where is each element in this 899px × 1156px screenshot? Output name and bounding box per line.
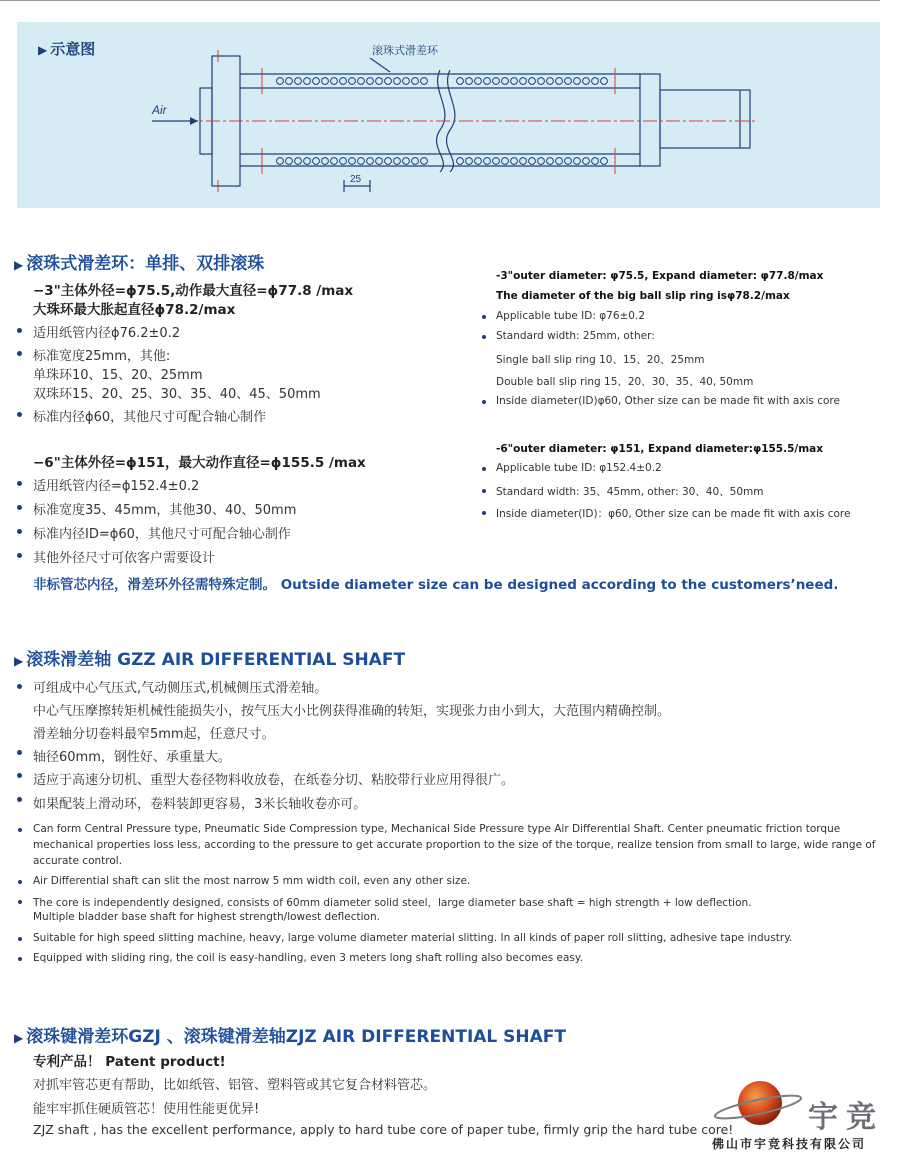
cn-item: 标准内径ID=ϕ60，其他尺寸可配合轴心制作 — [33, 527, 291, 542]
bullet-icon — [482, 467, 486, 471]
ball — [457, 158, 464, 165]
en-line: Air Differential shaft can slit the most narrow 5 mm width coil, even any other size. — [33, 875, 471, 887]
bullet-icon — [17, 750, 22, 755]
planet-logo-icon — [712, 1075, 808, 1135]
ball — [403, 158, 410, 165]
ball — [520, 78, 527, 85]
en-line: Multiple bladder base shaft for highest strength/lowest deflection. — [33, 911, 380, 923]
ball — [574, 78, 581, 85]
shaft-diagram — [140, 30, 760, 200]
en-item: Inside diameter(ID)：φ60, Other size can be made fit with axis core — [496, 508, 851, 520]
bullet-icon — [18, 937, 22, 941]
cn-item: 适用纸管内径=ϕ152.4±0.2 — [33, 479, 200, 494]
ball — [592, 78, 599, 85]
ball — [286, 158, 293, 165]
diagram-title — [38, 38, 95, 59]
cn-line: 轴径60mm，钢性好、承重量大。 — [33, 750, 231, 765]
bullet-icon — [17, 505, 22, 510]
cn-line: 可组成中心气压式,气动侧压式,机械侧压式滑差轴。 — [33, 681, 328, 696]
ball — [295, 78, 302, 85]
triangle-icon: ▶ — [38, 43, 48, 57]
ball — [520, 158, 527, 165]
ball — [340, 158, 347, 165]
ball — [556, 158, 563, 165]
ball — [511, 158, 518, 165]
ball — [394, 158, 401, 165]
bullet-icon — [18, 828, 22, 832]
section3-line: 能牢牢抓住硬质管芯！使用性能更优异! — [33, 1102, 260, 1117]
ball — [385, 158, 392, 165]
ball — [493, 78, 500, 85]
ball — [412, 78, 419, 85]
air-arrow-icon — [190, 117, 198, 125]
cn-spec6: −6"主体外径=ϕ151，最大动作直径=ϕ155.5 /max — [33, 455, 366, 471]
en-item: Applicable tube ID: φ76±0.2 — [496, 310, 646, 322]
en-line: Equipped with sliding ring, the coil is easy-handling, even 3 meters long shaft rolling also becomes easy. — [33, 952, 583, 964]
cn-spec3-line1: −3"主体外径=ϕ75.5,动作最大直径=ϕ77.8 /max — [33, 283, 354, 299]
ball — [322, 158, 329, 165]
bullet-icon — [482, 511, 486, 515]
ball — [484, 158, 491, 165]
en-item: Standard width: 35、45mm, other: 30、40、50mm — [496, 486, 764, 498]
pitch-label: 25 — [350, 174, 362, 185]
ball — [421, 78, 428, 85]
cn-item: 单珠环10、15、20、25mm — [33, 368, 203, 383]
cn-item: 其他外径尺寸可依客户需要设计 — [33, 551, 216, 566]
en-line: Can form Central Pressure type, Pneumatic Side Compression type, Mechanical Side Pressure type Air Differential Shaft. Center pneumatic friction torque — [33, 823, 841, 835]
en-item: Applicable tube ID: φ152.4±0.2 — [496, 462, 662, 474]
bullet-icon — [17, 797, 22, 802]
section3-line: 对抓牢管芯更有帮助，比如纸管、铝管、塑料管或其它复合材料管芯。 — [33, 1078, 437, 1093]
ball — [502, 78, 509, 85]
ball — [394, 78, 401, 85]
en-line: accurate control. — [33, 855, 123, 867]
bullet-icon — [18, 957, 22, 961]
bullet-icon — [482, 400, 486, 404]
ball — [295, 158, 302, 165]
ball — [547, 158, 554, 165]
section3-line: ZJZ shaft , has the excellent performance, apply to hard tube core of paper tube, firmly grip the hard tube core! — [33, 1122, 734, 1137]
logo-text: 宇竞 — [808, 1100, 884, 1135]
en-spec6: -6"outer diameter: φ151, Expand diameter:φ155.5/max — [496, 443, 824, 455]
ball — [502, 158, 509, 165]
bullet-icon — [18, 880, 22, 884]
ball — [286, 78, 293, 85]
air-label: Air — [152, 103, 167, 117]
cn-item: 适用纸管内径ϕ76.2±0.2 — [33, 326, 181, 341]
ball — [358, 78, 365, 85]
ball — [565, 78, 572, 85]
ball — [412, 158, 419, 165]
ball — [466, 158, 473, 165]
ball — [376, 78, 383, 85]
ball — [376, 158, 383, 165]
ball — [574, 158, 581, 165]
ring-label: 滚珠式滑差环 — [372, 44, 438, 57]
bullet-icon — [17, 529, 22, 534]
ball — [529, 158, 536, 165]
ball — [304, 78, 311, 85]
ball — [349, 158, 356, 165]
bullet-icon — [17, 412, 22, 417]
ball — [556, 78, 563, 85]
section2-heading: ▶ 滚珠滑差轴 GZZ AIR DIFFERENTIAL SHAFT — [14, 650, 406, 670]
ball — [484, 78, 491, 85]
ball — [601, 78, 608, 85]
ball — [538, 158, 545, 165]
bullet-icon — [18, 900, 22, 904]
en-line: mechanical properties loss less, according to the pressure to get accurate proportion to the size of the torque, realize tension from small to large, wide range of — [33, 839, 876, 851]
ball — [367, 78, 374, 85]
ball — [277, 78, 284, 85]
bullet-icon — [17, 351, 22, 356]
ball — [475, 78, 482, 85]
ball — [340, 78, 347, 85]
diagram-title-text: 示意图 — [50, 40, 96, 58]
ball — [349, 78, 356, 85]
cn-line: 中心气压摩擦转矩机械性能损失小，按气压大小比例获得准确的转矩，实现张力由小到大，大范围内精确控制。 — [33, 704, 671, 719]
cn-line: 滑差轴分切卷料最窄5mm起，任意尺寸。 — [33, 727, 275, 742]
ball — [493, 158, 500, 165]
bullet-icon — [482, 335, 486, 339]
bullet-icon — [17, 553, 22, 558]
ball — [304, 158, 311, 165]
section3-heading: ▶ 滚珠键滑差环GZJ 、滚珠键滑差轴ZJZ AIR DIFFERENTIAL SHAFT — [14, 1027, 567, 1047]
ball — [466, 78, 473, 85]
bullet-icon — [17, 328, 22, 333]
cn-line: 如果配装上滑动环，卷料装卸更容易，3米长轴收卷亦可。 — [33, 797, 367, 812]
ball — [601, 158, 608, 165]
en-item: Standard width: 25mm, other: — [496, 330, 655, 342]
bullet-icon — [17, 773, 22, 778]
en-item: Single ball slip ring 10、15、20、25mm — [496, 354, 705, 366]
section1-heading: ▶ 滚珠式滑差环：单排、双排滚珠 — [14, 254, 265, 274]
ball — [331, 158, 338, 165]
ball — [565, 158, 572, 165]
ball — [457, 78, 464, 85]
cn-item: 标准宽度25mm，其他: — [33, 349, 171, 364]
bullet-icon — [482, 315, 486, 319]
ball — [322, 78, 329, 85]
ball — [583, 158, 590, 165]
cn-item: 标准内径ϕ60，其他尺寸可配合轴心制作 — [33, 410, 267, 425]
company-name: 佛山市宇竞科技有限公司 — [712, 1137, 867, 1151]
en-item: Double ball slip ring 15、20、30、35、40, 50mm — [496, 376, 754, 388]
top-rule — [0, 0, 880, 1]
custom-size-note: 非标管芯内径，滑差环外径需特殊定制。 Outside diameter size can be designed according to the customers’need. — [33, 577, 839, 593]
ball — [547, 78, 554, 85]
en-spec3-line1: -3"outer diameter: φ75.5, Expand diameter: φ77.8/max — [496, 270, 824, 282]
cn-line: 适应于高速分切机、重型大卷径物料收放卷，在纸卷分切、粘胶带行业应用得很广。 — [33, 773, 515, 788]
ball — [385, 78, 392, 85]
ball — [475, 158, 482, 165]
ball — [421, 158, 428, 165]
bullet-icon — [482, 489, 486, 493]
ball — [367, 158, 374, 165]
ball — [403, 78, 410, 85]
ball — [583, 78, 590, 85]
en-spec3-line2: The diameter of the big ball slip ring isφ78.2/max — [496, 290, 790, 302]
ball — [538, 78, 545, 85]
cn-item: 标准宽度35、45mm，其他30、40、50mm — [33, 503, 297, 518]
ball — [313, 158, 320, 165]
ball — [592, 158, 599, 165]
ball — [331, 78, 338, 85]
en-line: The core is independently designed, consists of 60mm diameter solid steel，large diameter base shaft = high strength + low deflection. — [33, 897, 752, 909]
ball — [358, 158, 365, 165]
en-line: Suitable for high speed slitting machine, heavy, large volume diameter material slitting. In all kinds of paper roll slitting, adhesive tape industry. — [33, 932, 793, 944]
ball — [529, 78, 536, 85]
ball — [313, 78, 320, 85]
bullet-icon — [17, 481, 22, 486]
patent-text: 专利产品！ Patent product! — [33, 1054, 226, 1070]
cn-item: 双珠环15、20、25、30、35、40、45、50mm — [33, 387, 321, 402]
ball — [511, 78, 518, 85]
en-item: Inside diameter(ID)φ60, Other size can be made fit with axis core — [496, 395, 840, 407]
ball — [277, 158, 284, 165]
cn-spec3-line2: 大珠环最大胀起直径ϕ78.2/max — [33, 302, 236, 318]
bullet-icon — [17, 684, 22, 689]
